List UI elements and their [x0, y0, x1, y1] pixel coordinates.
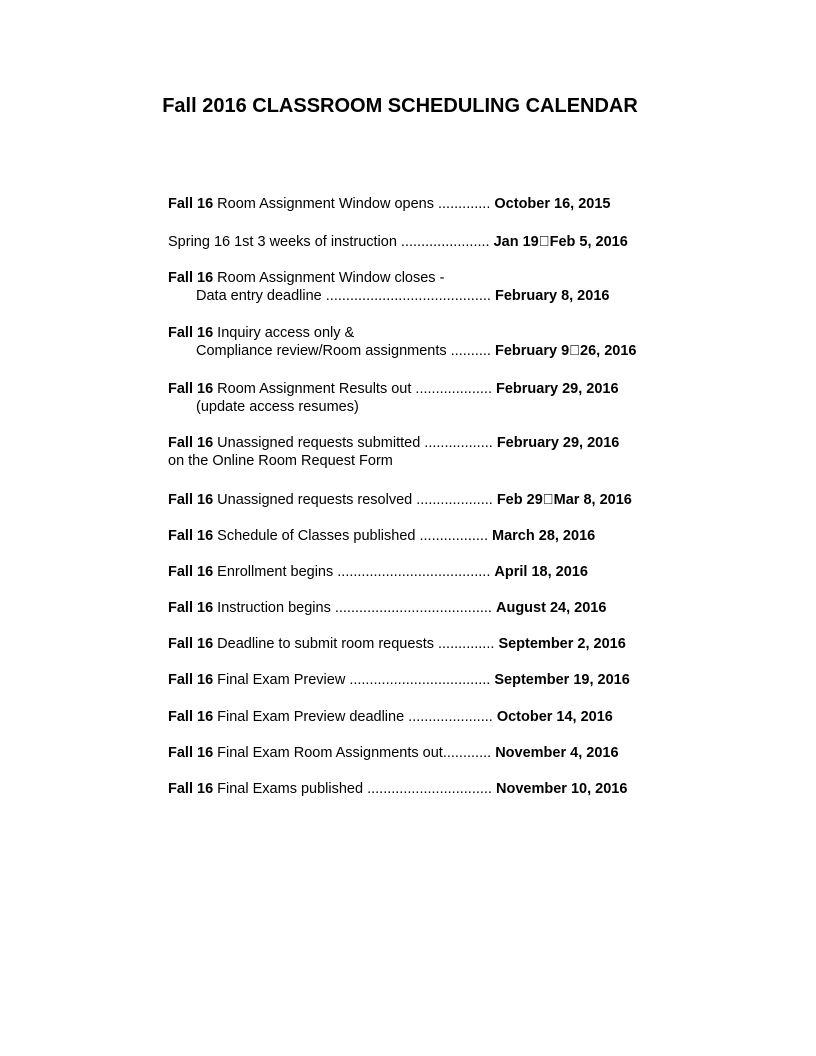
- calendar-entry: [168, 599, 728, 617]
- entry-line: [168, 342, 728, 360]
- entry-line: [168, 635, 728, 653]
- entry-description: (update access resumes): [196, 399, 359, 415]
- entry-date: February 8, 2016: [494, 288, 610, 304]
- calendar-entry: [168, 195, 728, 213]
- entry-line: [168, 671, 728, 689]
- entry-term: Fall 16: [168, 270, 214, 286]
- entry-line: [168, 452, 728, 470]
- entry-description: Final Exam Room Assignments out............: [213, 745, 496, 761]
- entry-date: March 28, 2016: [492, 528, 596, 544]
- entry-term: Fall 16: [168, 636, 214, 652]
- entry-term: Fall 16: [168, 381, 214, 397]
- entry-term: Fall 16: [168, 745, 214, 761]
- entry-line: [168, 398, 728, 416]
- calendar-entry: [168, 563, 728, 581]
- entry-line: [168, 563, 728, 581]
- entry-date: September 2, 2016: [498, 636, 626, 652]
- entry-line: [168, 434, 728, 452]
- entry-term: Fall 16: [168, 709, 214, 725]
- entry-description: on the Online Room Request Form: [168, 453, 393, 469]
- entry-description: Inquiry access only &: [213, 325, 355, 341]
- entry-description: Room Assignment Window closes -: [213, 270, 445, 286]
- entry-line: [168, 195, 728, 213]
- entry-description: Room Assignment Results out ...................: [213, 381, 496, 397]
- entry-date: Jan 19 Feb 5, 2016: [493, 234, 628, 250]
- entry-term: Fall 16: [168, 528, 214, 544]
- entry-line: [168, 380, 728, 398]
- entry-line: [168, 744, 728, 762]
- calendar-entry: [168, 269, 728, 305]
- entry-line: [168, 599, 728, 617]
- entry-description: Data entry deadline .........................................: [196, 288, 495, 304]
- entry-date: Feb 29 Mar 8, 2016: [496, 492, 632, 508]
- entry-description: Schedule of Classes published .................: [213, 528, 493, 544]
- entry-line: [168, 287, 728, 305]
- entry-line: [168, 324, 728, 342]
- entry-description: Final Exam Preview ...................................: [213, 672, 495, 688]
- entry-description: Unassigned requests resolved ...................: [213, 492, 497, 508]
- entry-term: Fall 16: [168, 196, 214, 212]
- entry-date: February 29, 2016: [496, 435, 620, 451]
- calendar-entry: [168, 708, 728, 726]
- entry-line: [168, 708, 728, 726]
- entry-term: Fall 16: [168, 435, 214, 451]
- entry-date: April 18, 2016: [494, 564, 588, 580]
- entry-date: November 4, 2016: [495, 745, 619, 761]
- entry-line: [168, 780, 728, 798]
- entry-description: Deadline to submit room requests ..............: [213, 636, 499, 652]
- entry-term: Fall 16: [168, 672, 214, 688]
- entry-description: Enrollment begins ......................................: [213, 564, 495, 580]
- entry-line: [168, 269, 728, 287]
- entry-date: February 29, 2016: [496, 381, 619, 397]
- entry-line: [168, 233, 728, 251]
- entry-date: October 16, 2015: [494, 196, 611, 212]
- entry-line: [168, 527, 728, 545]
- calendar-entry: [168, 324, 728, 360]
- entry-date: August 24, 2016: [496, 600, 607, 616]
- calendar-entry: [168, 635, 728, 653]
- entry-term: Fall 16: [168, 600, 214, 616]
- entry-description: Compliance review/Room assignments ..........: [196, 343, 495, 359]
- entry-term: Fall 16: [168, 492, 214, 508]
- entry-date: November 10, 2016: [496, 781, 628, 797]
- entry-description: Final Exams published ...............................: [213, 781, 496, 797]
- entry-date: September 19, 2016: [494, 672, 630, 688]
- entry-description: Spring 16 1st 3 weeks of instruction ......................: [168, 234, 494, 250]
- entry-description: Instruction begins .......................................: [213, 600, 496, 616]
- entry-line: [168, 491, 728, 509]
- entry-term: Fall 16: [168, 325, 214, 341]
- calendar-entry: [168, 527, 728, 545]
- calendar-entry: [168, 434, 728, 470]
- calendar-entry: [168, 780, 728, 798]
- entry-date: February 9 26, 2016: [494, 343, 637, 359]
- entry-term: Fall 16: [168, 781, 214, 797]
- entry-description: Unassigned requests submitted .................: [213, 435, 497, 451]
- calendar-entry: [168, 233, 728, 251]
- calendar-entry: [168, 491, 728, 509]
- entry-term: Fall 16: [168, 564, 214, 580]
- calendar-entry: [168, 671, 728, 689]
- calendar-entry: [168, 380, 728, 416]
- entry-description: Room Assignment Window opens .............: [213, 196, 495, 212]
- entry-date: October 14, 2016: [496, 709, 613, 725]
- entry-description: Final Exam Preview deadline .....................: [213, 709, 497, 725]
- calendar-entry: [168, 744, 728, 762]
- page-title: Fall 2016 CLASSROOM SCHEDULING CALENDAR: [162, 95, 638, 117]
